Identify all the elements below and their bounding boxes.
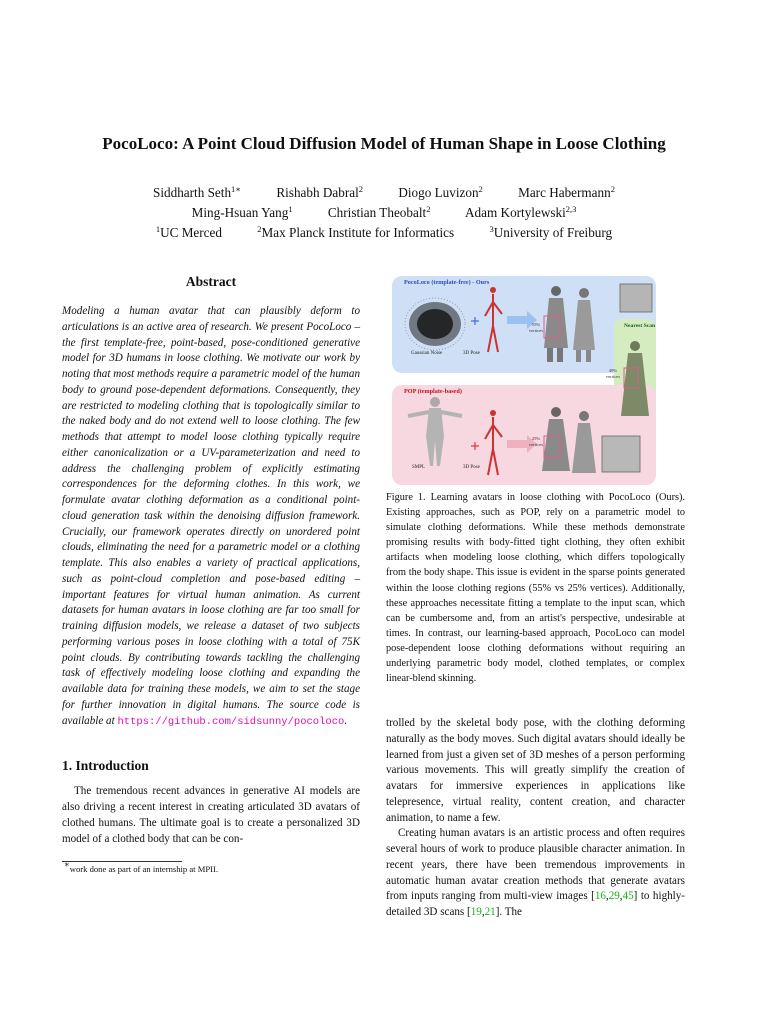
right-body	[386, 716, 685, 921]
footnote-text: work done as part of an internship at MPII.	[69, 864, 218, 875]
pose-head-bottom	[490, 410, 496, 416]
pose-skeleton-top	[485, 294, 502, 352]
pocoloco-output-figure-2	[573, 288, 595, 362]
caption-label: Figure 1.	[386, 492, 426, 503]
affiliation-name: Max Planck Institute for Informatics	[261, 225, 455, 240]
author-sup: 2	[610, 184, 615, 194]
figure-1	[386, 276, 685, 490]
affiliation-sup: 3	[489, 224, 494, 234]
plus-icon-top	[471, 317, 479, 325]
citation[interactable]: 16	[594, 890, 606, 903]
gaussian-noise-label: Gaussian Noise	[411, 351, 443, 356]
nearest-scan-figure	[621, 341, 649, 416]
p2-pre: Creating human avatars is an artistic process and often requires several hours of work to produce plausible character animation. In recent years, there have been tremendous improvements in automatic human avatar creation methods that generate avatars from inputs ranging from multi-view images [	[386, 827, 685, 903]
author-sup: 1	[288, 204, 293, 214]
pocoloco-output-figure	[544, 286, 568, 362]
smpl-body	[408, 397, 462, 466]
gaussian-noise-cloud	[405, 298, 465, 350]
pct-bottom-value: 25%	[531, 436, 541, 441]
author-sup: 2,3	[565, 204, 577, 214]
figure-caption	[386, 490, 685, 686]
pct-bottom	[525, 436, 547, 448]
footnote-mark: ∗	[64, 859, 70, 870]
pct-top-value: 55%	[531, 322, 541, 327]
pose-label-top: 3D Pose	[463, 351, 480, 356]
caption-text: Learning avatars in loose clothing with PocoLoco (Ours). Existing approaches, such as POP, rely on a parametric model to simulate clothing deformations. While these methods demonstrate promising results with body-fitted tight clothing, they often exhibit artifacts when modeling loose clothing, which differs topologically from the body shape. This issue is evident in the sparse points generated within the loose clothing regions (55% vs 25% vertices). Additionally, these approaches necessitate fitting a template to the input scan, which can be cumbersome and, from an artist's perspective, undesirable at times. In contrast, our learning-based approach, PocoLoco can model pose-dependent loose clothing deformations without requiring an underlying parametric body model, clothed templates, or complex linear-blend skinning.	[386, 492, 686, 685]
pop-label: POP (template-based)	[404, 388, 462, 395]
paper-title: PocoLoco: A Point Cloud Diffusion Model of Human Shape in Loose Clothing	[102, 134, 666, 153]
pct-right-unit: vertices	[605, 374, 621, 379]
footnote-rule	[62, 861, 182, 862]
affiliation-name: UC Merced	[160, 225, 222, 240]
plus-icon-bottom	[471, 442, 479, 450]
source-code-link[interactable]: https://github.com/sidsunny/pocoloco	[117, 715, 345, 728]
author-sup: 2	[358, 184, 364, 194]
authors-row-1	[60, 183, 708, 203]
abstract-text	[62, 304, 360, 730]
intro-continuation: trolled by the skeletal body pose, with the clothing deforming naturally as the body moves. Such digital avatars should ideally be learned from just a given set of 3D meshes of a person performing various movements. This will greatly simplify the creation of avatars for immersive experiences in applications like telepresence, virtual reality, content creation, and character animation, to name a few.	[386, 717, 685, 824]
smpl-label: SMPL	[412, 465, 426, 470]
pct-top	[525, 322, 547, 334]
author-name: Adam Kortylewski	[465, 205, 566, 220]
citation[interactable]: 29	[608, 890, 620, 903]
citation[interactable]: 19	[470, 906, 482, 919]
figure-illustration	[392, 276, 658, 490]
right-column	[386, 276, 685, 921]
pose-label-bottom: 3D Pose	[463, 465, 480, 470]
pct-bottom-unit: vertices	[528, 442, 544, 447]
p2-mid: ] to highly-detailed 3D scans [	[386, 890, 685, 919]
zoom-inset-bottom	[602, 436, 640, 472]
affiliations-row	[60, 223, 708, 243]
pop-output-figure-2	[572, 411, 596, 473]
abstract-end: .	[344, 714, 348, 727]
author-sup: 2	[478, 184, 483, 194]
abstract-body: Modeling a human avatar that can plausibly deform to articulations is an active area of research. We present PocoLoco – the first template-free, point-based, pose-conditioned generative model for 3D humans in loose clothing. We motivate our work by noting that most methods require a parametric model of the human body to ground pose-dependent deformations. Consequently, they are restricted to modeling clothing that is topologically similar to the naked body and do not extend well to loose clothing. The few methods that attempt to model loose clothing typically require either canonicalization or a UV-parameterization and need to address the challenging problem of explicitly estimating correspondences for the deforming clothes. In this work, we formulate avatar clothing deformation as a conditional point-cloud generation task within the denoising diffusion framework. Crucially, our framework operates directly on unordered point clouds, eliminating the need for a parametric model or a clothing template. This also enables a variety of practical applications, such as point-cloud completion and pose-based editing – important features for virtual human animation. As current datasets for human avatars in loose clothing are far too small for training diffusion models, we release a dataset of two subjects performing various poses in loose clothing with a total of 75K point clouds. By contributing towards tackling the challenging task of effectively modeling loose clothing and expanding the available data for training these models, we aim to set the stage for further innovation in digital humans. The source code is available at	[62, 305, 360, 727]
abstract-heading: Abstract	[185, 274, 237, 289]
intro-heading: 1. Introduction	[62, 758, 149, 774]
p2-end: ]. The	[495, 906, 522, 919]
citation[interactable]: 45	[622, 890, 634, 903]
author-sup: 2	[426, 204, 431, 214]
footnote	[62, 859, 360, 875]
author-name: Christian Theobalt	[327, 205, 427, 220]
intro-paragraph-2: Creating human avatars is an artistic process and often requires several hours of work to produce plausible character animation. In recent years, there have been tremendous improvements in automatic human avatar creation methods that generate avatars from inputs ranging from multi-view images [16,29,45] to highly-detailed 3D scans [19,21]. The	[386, 827, 685, 919]
author-name: Diogo Luvizon	[398, 185, 479, 200]
author-block	[60, 183, 708, 243]
pocoloco-label: PocoLoco (template-free) - Ours	[404, 279, 490, 286]
author-name: Siddharth Seth	[153, 185, 232, 200]
pose-skeleton-bottom	[485, 417, 502, 475]
intro-paragraph: The tremendous recent advances in generative AI models are also driving a recent interest in creating articulated 3D avatars of clothed humans. The ultimate goal is to create a personalized 3D model of a clothed body that can be con-	[62, 785, 360, 845]
zoom-inset-top	[620, 284, 652, 312]
pct-right	[602, 368, 624, 380]
citation[interactable]: 21	[484, 906, 496, 919]
pct-right-value: 49%	[608, 368, 618, 373]
affiliation-sup: 1	[155, 224, 161, 234]
pose-head-top	[490, 287, 496, 293]
affiliation-sup: 2	[257, 224, 262, 234]
author-sup: 1∗	[231, 184, 242, 194]
author-name: Ming-Hsuan Yang	[191, 205, 289, 220]
author-name: Marc Habermann	[518, 185, 611, 200]
author-name: Rishabh Dabral	[276, 185, 359, 200]
left-column	[62, 270, 360, 874]
authors-row-2	[60, 203, 708, 223]
figure-graphic	[392, 276, 658, 470]
pct-top-unit: vertices	[528, 328, 544, 333]
affiliation-name: University of Freiburg	[493, 225, 613, 240]
nearest-scan-label: Nearest Scan	[624, 323, 656, 329]
